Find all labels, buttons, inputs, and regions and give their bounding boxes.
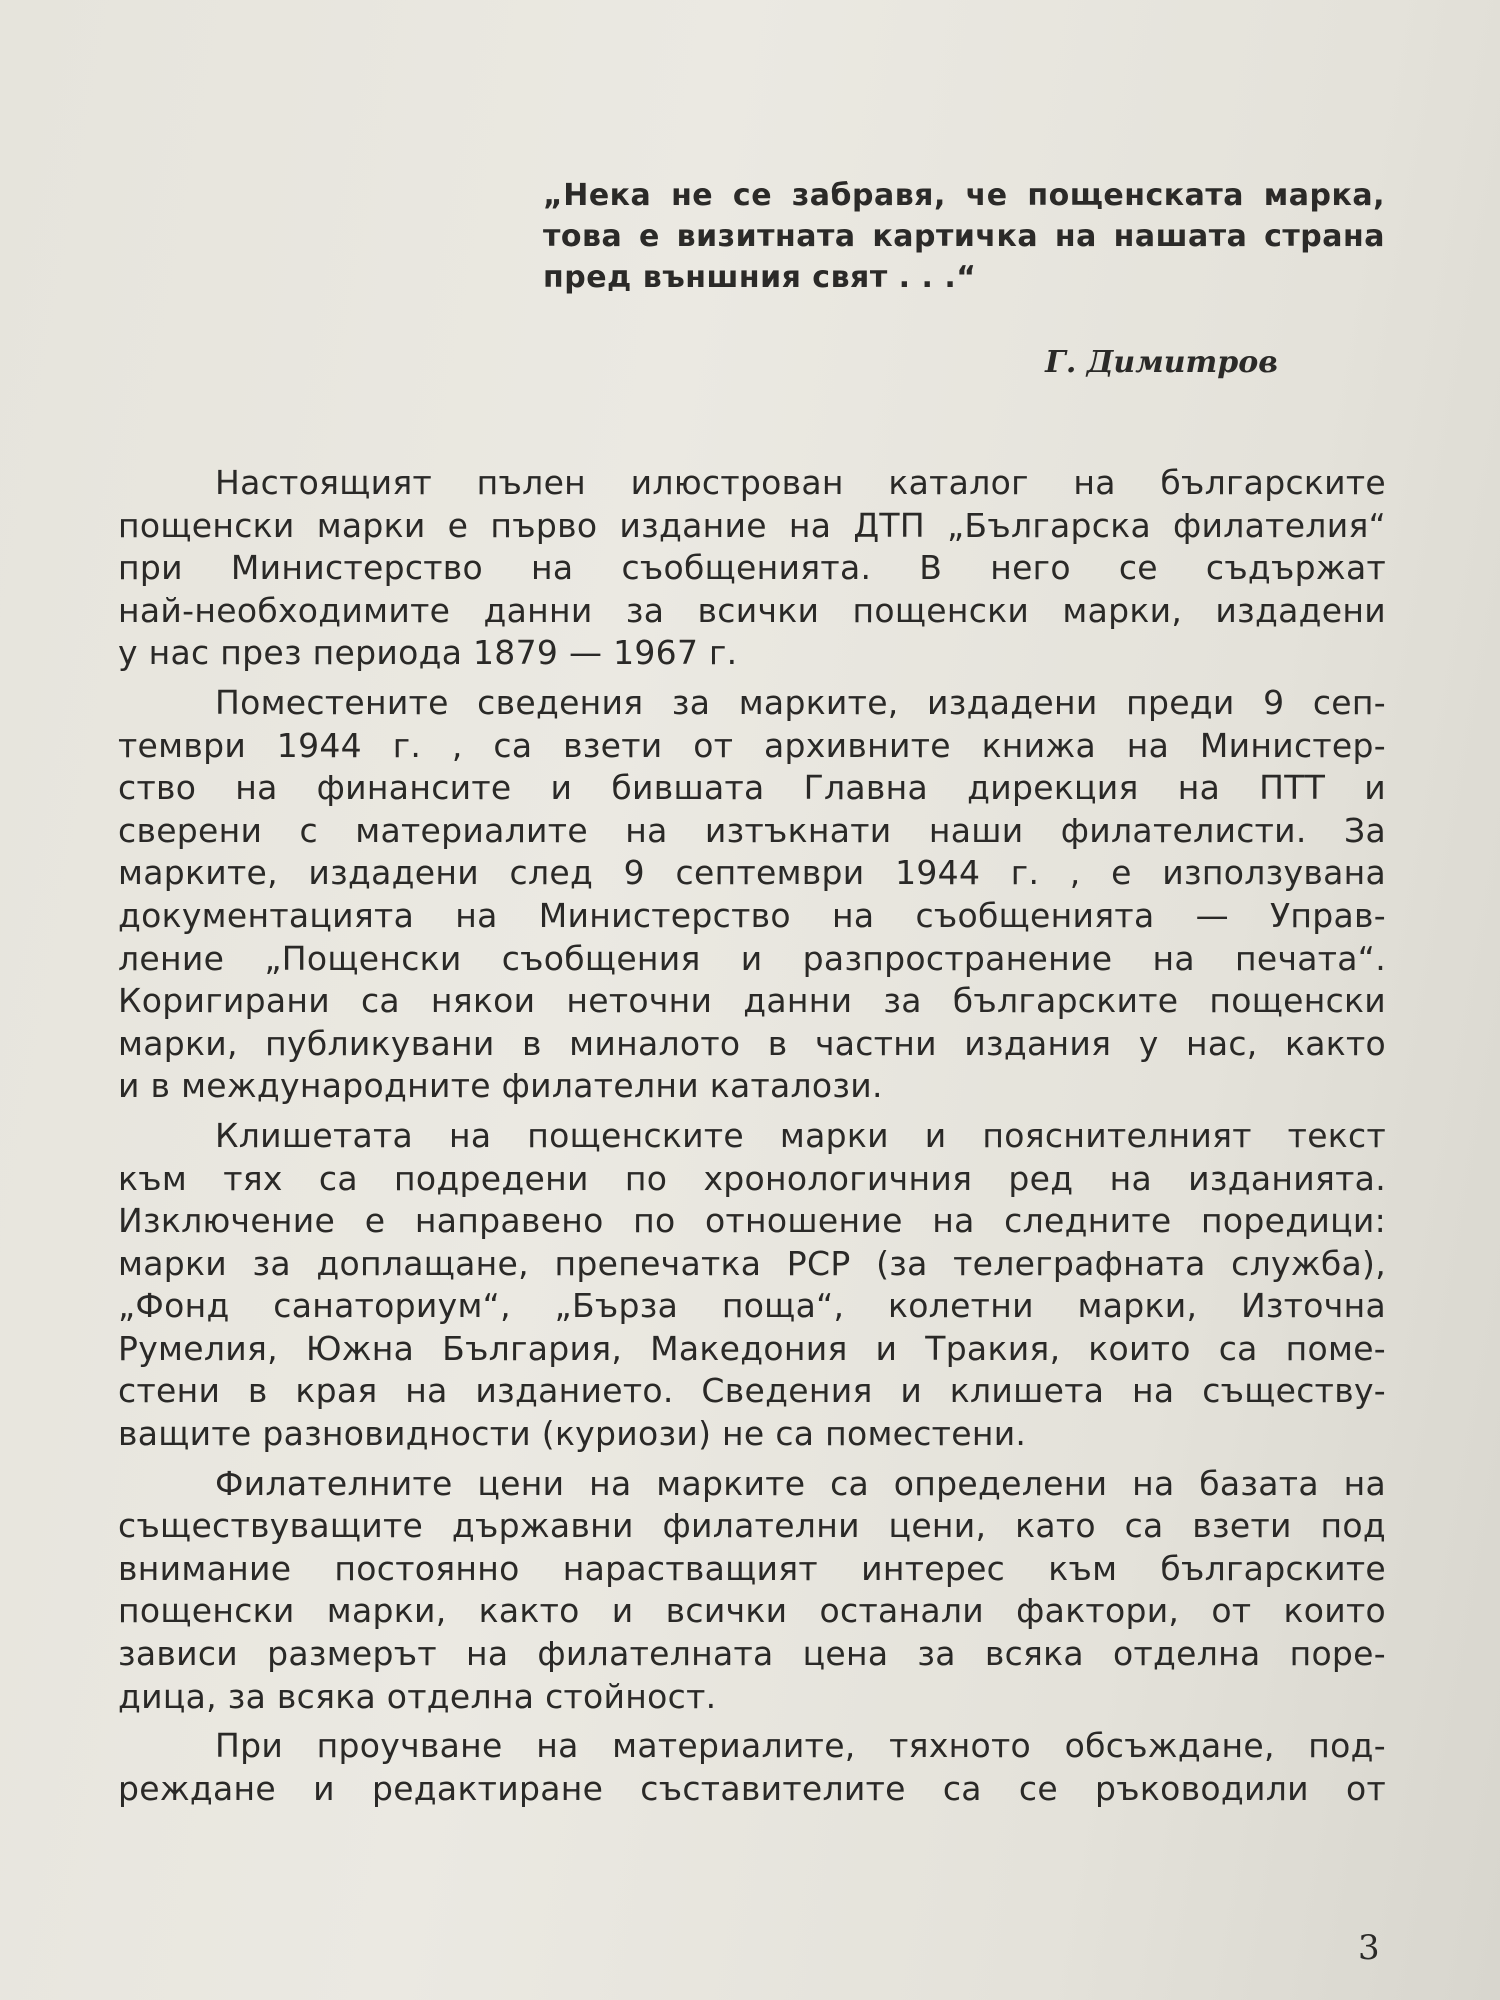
text-line: марки, публикувани в миналото в частни издания у нас, както bbox=[118, 1023, 1386, 1063]
text-line: съществуващите държавни филателни цени, като са взети под bbox=[118, 1506, 1386, 1546]
text-line: документацията на Министерство на съобщенията — Управ- bbox=[118, 895, 1386, 935]
text-line: марките, издадени след 9 септември 1944 г. , е използувана bbox=[118, 853, 1386, 893]
paragraph bbox=[118, 682, 1386, 1108]
text-line: марки за доплащане, препечатка РСР (за телеграфната служба), bbox=[118, 1243, 1386, 1283]
text-line: „Фонд санаториум“, „Бърза поща“, колетни марки, Източна bbox=[118, 1286, 1386, 1326]
text-line: Настоящият пълен илюстрован каталог на българските bbox=[215, 463, 1386, 502]
text-line: най-необходимите данни за всички пощенски марки, издадени bbox=[118, 590, 1386, 630]
text-line: Румелия, Южна България, Македония и Тракия, които са поме- bbox=[118, 1328, 1386, 1368]
text-line: При проучване на материалите, тяхното обсъждане, под- bbox=[215, 1726, 1386, 1766]
text-line: към тях са подредени по хронологичния ред на изданията. bbox=[118, 1158, 1386, 1198]
text-line: ление „Пощенски съобщения и разпространение на печата“. bbox=[118, 938, 1386, 978]
text-line: стени в края на изданието. Сведения и клишета на съществу- bbox=[118, 1371, 1386, 1411]
text-line: ващите разновидности (куриози) не са поместени. bbox=[118, 1414, 1027, 1454]
text-line: Клишетата на пощенските марки и пояснителният текст bbox=[215, 1115, 1386, 1155]
text-line: при Министерство на съобщенията. В него се съдържат bbox=[118, 548, 1386, 588]
epigraph-quote bbox=[543, 175, 1385, 298]
text-line: тември 1944 г. , са взети от архивните книжа на Министер- bbox=[118, 725, 1386, 765]
text-line: сверени с материалите на изтъкнати наши филателисти. За bbox=[118, 810, 1386, 850]
paragraph bbox=[118, 1463, 1386, 1719]
text-line: реждане и редактиране съставителите са се ръководили от bbox=[118, 1768, 1386, 1808]
text-line: пощенски марки, както и всички останали фактори, от които bbox=[118, 1591, 1386, 1631]
text-line: внимание постоянно нарастващият интерес към българските bbox=[118, 1548, 1386, 1588]
text-line: Филателните цени на марките са определени на базата на bbox=[215, 1463, 1386, 1503]
text-line: у нас през периода 1879 — 1967 г. bbox=[118, 633, 738, 673]
epigraph-line: пред външния свят . . .“ bbox=[543, 260, 977, 295]
text-line: дица, за всяка отделна стойност. bbox=[118, 1676, 717, 1716]
epigraph-line: „Нека не се забравя, че пощенската марка, bbox=[543, 178, 1385, 213]
text-line: ство на финансите и бившата Главна дирекция на ПТТ и bbox=[118, 768, 1386, 808]
text-line: пощенски марки е първо издание на ДТП „Българска филателия“ bbox=[118, 505, 1386, 545]
paragraph bbox=[118, 1115, 1386, 1456]
body-text bbox=[118, 462, 1386, 1817]
paragraph bbox=[118, 1725, 1386, 1810]
page-number: 3 bbox=[1358, 1928, 1380, 1968]
text-line: зависи размерът на филателната цена за всяка отделна поре- bbox=[118, 1634, 1386, 1674]
epigraph-line: това е визитната картичка на нашата страна bbox=[543, 219, 1385, 254]
epigraph-author: Г. Димитров bbox=[1045, 345, 1278, 380]
text-line: и в международните филателни каталози. bbox=[118, 1066, 883, 1106]
paragraph bbox=[118, 462, 1386, 675]
text-line: Поместените сведения за марките, издадени преди 9 сеп- bbox=[215, 682, 1386, 722]
text-line: Коригирани са някои неточни данни за българските пощенски bbox=[118, 981, 1386, 1021]
text-line: Изключение е направено по отношение на следните поредици: bbox=[118, 1201, 1386, 1241]
